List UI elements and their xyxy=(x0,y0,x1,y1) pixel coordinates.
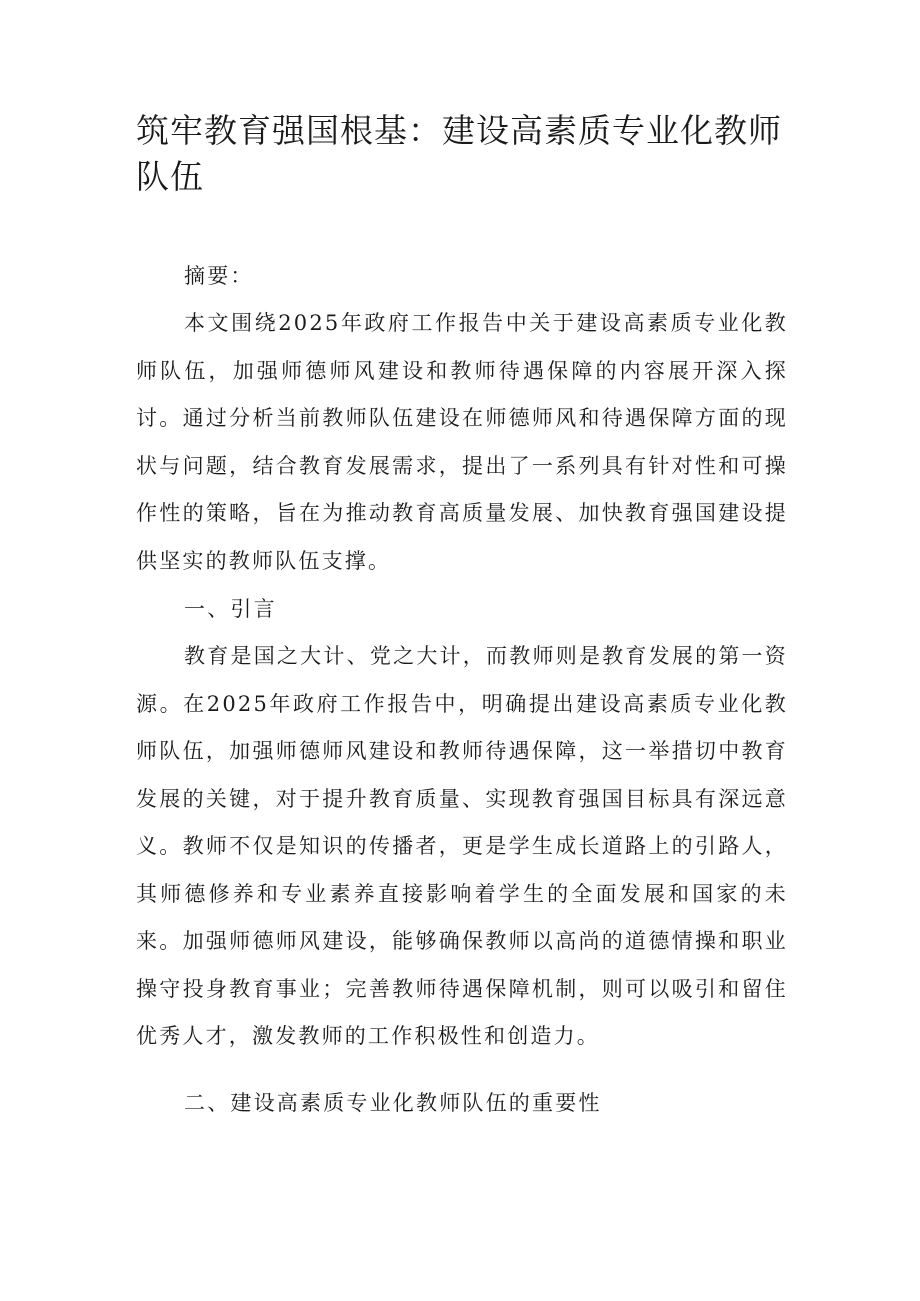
section-paragraph-introduction: 教育是国之大计、党之大计，而教师则是教育发展的第一资源。在2025年政府工作报告中，明确提出建设高素质专业化教师队伍，加强师德师风建设和教师待遇保障，这一举措切中教育发展的关键，对于提升教育质量、实现教育强国目标具有深远意义。教师不仅是知识的传播者，更是学生成长道路上的引路人，其师德修养和专业素养直接影响着学生的全面发展和国家的未来。加强师德师风建设，能够确保教师以高尚的道德情操和职业操守投身教育事业；完善教师待遇保障机制，则可以吸引和留住优秀人才，激发教师的工作积极性和创造力。 xyxy=(136,644,788,1048)
abstract-label: 摘要： xyxy=(184,264,254,288)
document-title: 筑牢教育强国根基：建设高素质专业化教师队伍 xyxy=(136,111,782,196)
section-heading-importance: 二、建设高素质专业化教师队伍的重要性 xyxy=(184,1091,602,1115)
abstract-paragraph: 本文围绕2025年政府工作报告中关于建设高素质专业化教师队伍，加强师德师风建设和教师待遇保障的内容展开深入探讨。通过分析当前教师队伍建设在师德师风和待遇保障方面的现状与问题，结合教育发展需求，提出了一系列具有针对性和可操作性的策略，旨在为推动教育高质量发展、加快教育强国建设提供坚实的教师队伍支撑。 xyxy=(136,311,788,573)
section-heading-introduction: 一、引言 xyxy=(184,597,277,621)
